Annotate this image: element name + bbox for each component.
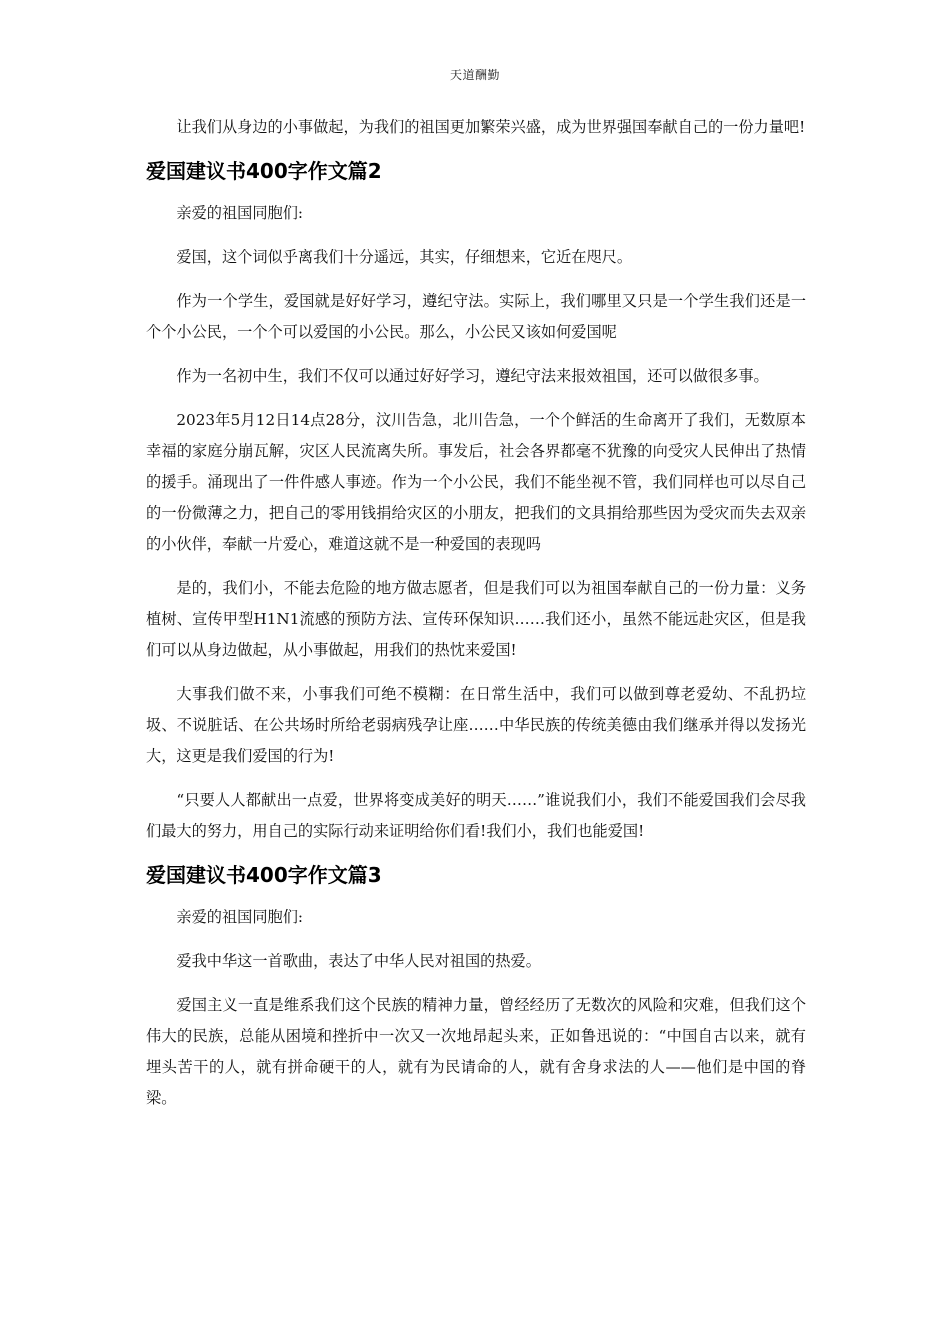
paragraph: 2023年5月12日14点28分，汶川告急，北川告急，一个个鲜活的生命离开了我们，无数原本幸福的家庭分崩瓦解，灾区人民流离失所。事发后，社会各界都毫不犹豫的向受灾人民伸出了热情的援手。涌现出了一件件感人事迹。作为一个小公民，我们不能坐视不管，我们同样也可以尽自己的一份微薄之力，把自己的零用钱捐给灾区的小朋友，把我们的文具捐给那些因为受灾而失去双亲的小伙伴，奉献一片爱心，难道这就不是一种爱国的表现吗 <box>146 411 806 553</box>
paragraph: 大事我们做不来，小事我们可绝不模糊：在日常生活中，我们可以做到尊老爱幼、不乱扔垃圾、不说脏话、在公共场时所给老弱病残孕让座……中华民族的传统美德由我们继承并得以发扬光大，这更是我们爱国的行为! <box>146 685 806 765</box>
paragraph: 是的，我们小，不能去危险的地方做志愿者，但是我们可以为祖国奉献自己的一份力量：义务植树、宣传甲型H1N1流感的预防方法、宣传环保知识……我们还小，虽然不能远赴灾区，但是我们可以从身边做起，从小事做起，用我们的热忱来爱国! <box>146 579 806 659</box>
document-body <box>146 112 806 1127</box>
paragraph: 爱国主义一直是维系我们这个民族的精神力量，曾经经历了无数次的风险和灾难，但我们这个伟大的民族，总能从困境和挫折中一次又一次地昂起头来，正如鲁迅说的：“中国自古以来，就有埋头苦干的人，就有拼命硬干的人，就有为民请命的人，就有舍身求法的人——他们是中国的脊梁。 <box>146 996 806 1107</box>
section-heading: 爱国建议书400字作文篇2 <box>146 159 382 183</box>
section-heading: 爱国建议书400字作文篇3 <box>146 863 382 887</box>
paragraph: 爱国，这个词似乎离我们十分遥远，其实，仔细想来，它近在咫尺。 <box>176 248 633 266</box>
paragraph: 亲爱的祖国同胞们: <box>176 204 304 222</box>
paragraph: 爱我中华这一首歌曲，表达了中华人民对祖国的热爱。 <box>176 952 541 970</box>
page-header: 天道酬勤 <box>449 68 500 82</box>
paragraph: “只要人人都献出一点爱，世界将变成美好的明天……”谁说我们小，我们不能爱国我们会尽我们最大的努力，用自己的实际行动来证明给你们看!我们小，我们也能爱国! <box>146 791 806 840</box>
paragraph: 作为一个学生，爱国就是好好学习，遵纪守法。实际上，我们哪里又只是一个学生我们还是一个个小公民，一个个可以爱国的小公民。那么，小公民又该如何爱国呢 <box>146 292 806 341</box>
paragraph: 作为一名初中生，我们不仅可以通过好好学习，遵纪守法来报效祖国，还可以做很多事。 <box>176 367 769 385</box>
paragraph: 亲爱的祖国同胞们: <box>176 908 304 926</box>
paragraph: 让我们从身边的小事做起，为我们的祖国更加繁荣兴盛，成为世界强国奉献自己的一份力量吧! <box>176 118 806 136</box>
